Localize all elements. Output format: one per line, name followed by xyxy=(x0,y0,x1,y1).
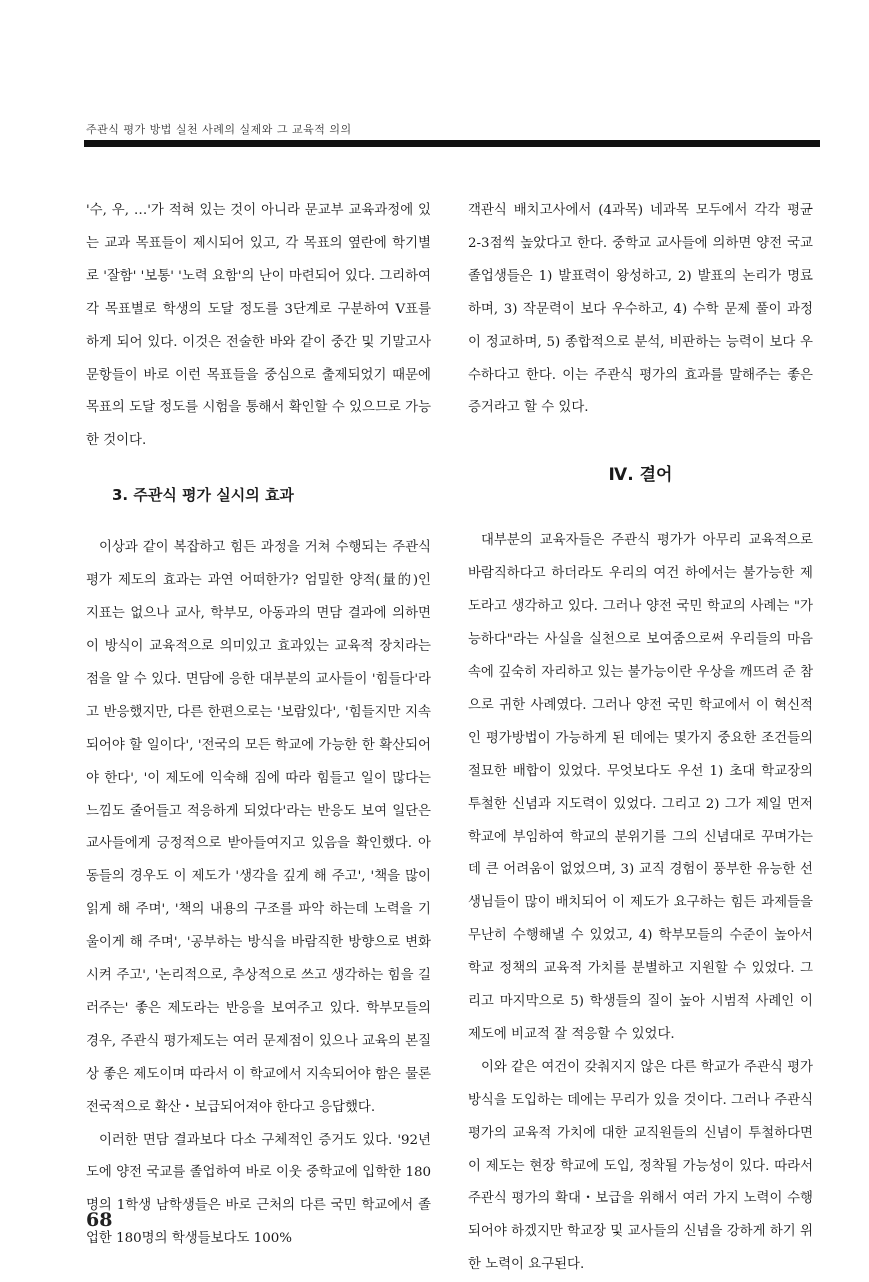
page-number: 68 xyxy=(86,1209,113,1231)
left-paragraph-3: 이러한 면담 결과보다 다소 구체적인 증거도 있다. '92년도에 양전 국교를 졸업하여 바로 이웃 중학교에 입학한 180명의 1학생 남학생들은 바로 근처의 다른 국민 학교에서 졸업한 180명의 학생들보다도 100% xyxy=(86,1132,431,1247)
left-paragraph-2: 이상과 같이 복잡하고 힘든 과정을 거쳐 수행되는 주관식 평가 제도의 효과는 과연 어떠한가? 엄밀한 양적(量的)인 지표는 없으나 교사, 학부모, 아동과의 면담 결과에 의하면 이 방식이 교육적으로 의미있고 효과있는 교육적 장치라는 점을 알 수 있다. 면담에 응한 대부분의 교사들이 '힘들다'라고 반응했지만, 다른 한편으로는 '보람있다', '힘들지만 지속되어야 할 일이다', '전국의 모든 학교에 가능한 한 확산되어야 한다', '이 제도에 익숙해 짐에 따라 힘들고 일이 많다는 느낌도 줄어들고 적응하게 되었다'라는 반응도 보여 일단은 교사들에게 긍정적으로 받아들여지고 있음을 확인했다. 아동들의 경우도 이 제도가 '생각을 깊게 해 주고', '책을 많이 읽게 해 주며', '책의 내용의 구조를 파악 하는데 노력을 기울이게 해 주며', '공부하는 방식을 바람직한 방향으로 변화시켜 주고', '논리적으로, 추상적으로 쓰고 생각하는 힘을 길러주는' 좋은 제도라는 반응을 보여주고 있다. 학부모들의 경우, 주관식 평가제도는 여러 문제점이 있으나 교육의 본질상 좋은 제도이며 따라서 이 학교에서 지속되어야 함은 물론 전국적으로 확산・보급되어져야 한다고 응답했다. xyxy=(86,540,431,1115)
left-paragraph-1: '수, 우, …'가 적혀 있는 것이 아니라 문교부 교육과정에 있는 교과 목표들이 제시되어 있고, 각 목표의 옆란에 학기별로 '잘함' '보통' '노력 요함'의 난이 마련되어 있다. 그리하여 각 목표별로 학생의 도달 정도를 3단계로 구분하여 V표를 하게 되어 있다. 이것은 전술한 바와 같이 중간 및 기말고사 문항들이 바로 이런 목표들을 중심으로 출제되었기 때문에 목표의 도달 정도를 시험을 통해서 확인할 수 있으므로 가능한 것이다. xyxy=(86,203,431,449)
section-heading: 3. 주관식 평가 실시의 효과 xyxy=(112,486,294,505)
header-rule xyxy=(84,140,820,147)
right-column xyxy=(468,195,813,1282)
right-paragraph-2: 대부분의 교육자들은 주관식 평가가 아무리 교육적으로 바람직하다고 하더라도 우리의 여건 하에서는 불가능한 제도라고 생각하고 있다. 그러나 양전 국민 학교의 사례는 "가능하다"라는 사실을 실천으로 보여줌으로써 우리들의 마음 속에 깊숙히 자리하고 있는 불가능이란 우상을 깨뜨려 준 참으로 귀한 사례였다. 그러나 양전 국민 학교에서 이 혁신적인 평가방법이 가능하게 된 데에는 몇가지 중요한 조건들의 절묘한 배합이 있었다. 무엇보다도 우선 1) 초대 학교장의 투철한 신념과 지도력이 있었다. 그리고 2) 그가 제일 먼저 학교에 부임하여 학교의 분위기를 그의 신념대로 꾸며가는데 큰 어려움이 없었으며, 3) 교직 경험이 풍부한 유능한 선생님들이 많이 배치되어 이 제도가 요구하는 힘든 과제들을 무난히 수행해낼 수 있었고, 4) 학부모들의 수준이 높아서 학교 정책의 교육적 가치를 분별하고 지원할 수 있었다. 그리고 마지막으로 5) 학생들의 질이 높아 시범적 사례인 이 제도에 비교적 잘 적응할 수 있었다. xyxy=(468,533,813,1042)
chapter-heading: Ⅳ. 결어 xyxy=(608,465,673,486)
right-paragraph-1: 객관식 배치고사에서 (4과목) 네과목 모두에서 각각 평균 2-3점씩 높았다고 한다. 중학교 교사들에 의하면 양전 국교 졸업생들은 1) 발표력이 왕성하고, 2) 발표의 논리가 명료하며, 3) 작문력이 보다 우수하고, 4) 수학 문제 풀이 과정이 정교하며, 5) 종합적으로 분석, 비판하는 능력이 보다 우수하다고 한다. 이는 주관식 평가의 효과를 말해주는 좋은 증거라고 할 수 있다. xyxy=(468,203,813,416)
running-head: 주관식 평가 방법 실천 사례의 실제와 그 교육적 의의 xyxy=(86,123,352,136)
right-paragraph-3: 이와 같은 여건이 갖춰지지 않은 다른 학교가 주관식 평가 방식을 도입하는 데에는 무리가 있을 것이다. 그러나 주관식 평가의 교육적 가치에 대한 교직원들의 신념이 투철하다면 이 제도는 현장 학교에 도입, 정착될 가능성이 있다. 따라서 주관식 평가의 확대・보급을 위해서 여러 가지 노력이 수행되어야 하겠지만 학교장 및 교사들의 신념을 강하게 하기 위한 노력이 요구된다. xyxy=(468,1059,813,1273)
left-column xyxy=(86,195,431,1256)
